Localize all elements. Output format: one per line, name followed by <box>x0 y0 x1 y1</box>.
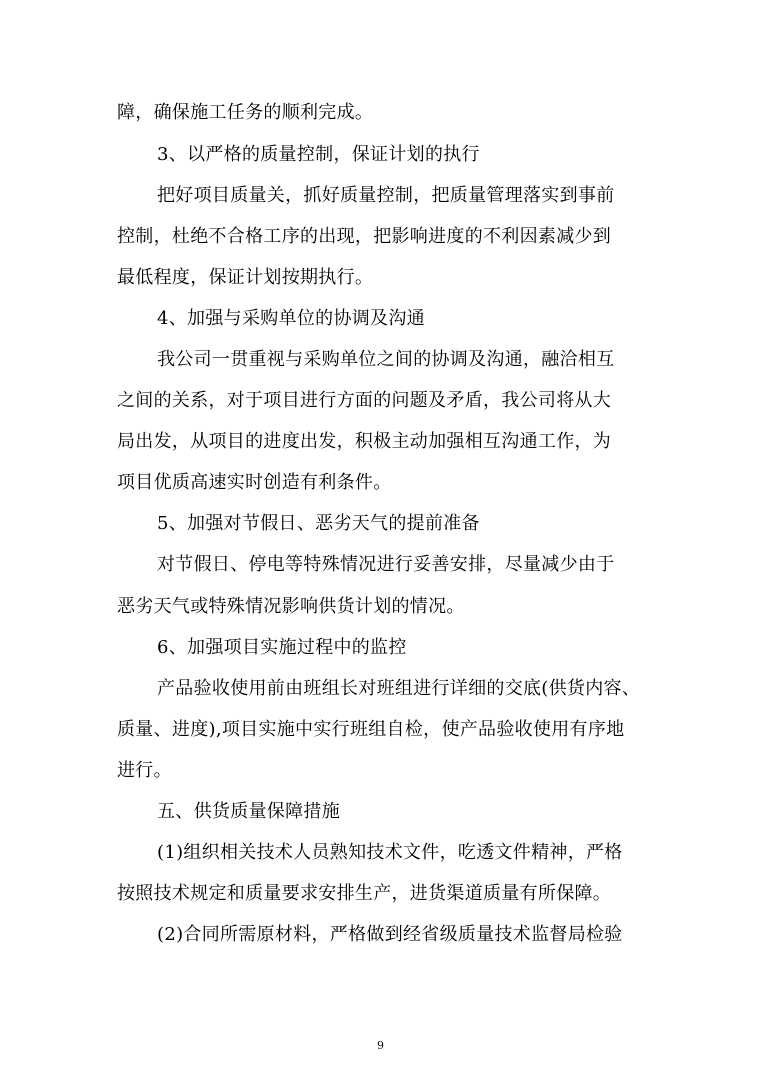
section-heading: 5、加强对节假日、恶劣天气的提前准备 <box>157 513 480 534</box>
text-line: 我公司一贯重视与采购单位之间的协调及沟通，融洽相互 <box>157 349 615 370</box>
text-line: 局出发，从项目的进度出发，积极主动加强相互沟通工作，为 <box>117 431 612 452</box>
text-line: 进行。 <box>117 760 172 781</box>
text-line: 之间的关系，对于项目进行方面的问题及矛盾，我公司将从大 <box>117 390 612 411</box>
text-line: 项目优质高速实时创造有利条件。 <box>117 472 392 493</box>
text-line: 对节假日、停电等特殊情况进行妥善安排，尽量减少由于 <box>157 554 615 575</box>
text-line: 恶劣天气或特殊情况影响供货计划的情况。 <box>117 596 465 617</box>
text-line: 按照技术规定和质量要求安排生产，进货渠道质量有所保障。 <box>117 883 612 904</box>
section-heading: 3、以严格的质量控制，保证计划的执行 <box>157 144 480 165</box>
text-line: 控制，杜绝不合格工序的出现，把影响进度的不利因素减少到 <box>117 226 612 247</box>
text-line: 最低程度，保证计划按期执行。 <box>117 267 374 288</box>
section-heading: 6、加强项目实施过程中的监控 <box>157 637 407 658</box>
text-line: 质量、进度),项目实施中实行班组自检，使产品验收使用有序地 <box>117 719 625 740</box>
text-line: (2)合同所需原材料，严格做到经省级质量技术监督局检验 <box>157 924 623 945</box>
section-heading: 五、供货质量保障措施 <box>157 801 340 822</box>
text-line: 把好项目质量关，抓好质量控制，把质量管理落实到事前 <box>157 185 615 206</box>
page-number: 9 <box>377 1039 384 1052</box>
section-heading: 4、加强与采购单位的协调及沟通 <box>157 308 425 329</box>
text-line: 产品验收使用前由班组长对班组进行详细的交底(供货内容、 <box>157 678 641 699</box>
text-line: (1)组织相关技术人员熟知技术文件，吃透文件精神，严格 <box>157 842 623 863</box>
text-line: 障，确保施工任务的顺利完成。 <box>117 102 374 123</box>
